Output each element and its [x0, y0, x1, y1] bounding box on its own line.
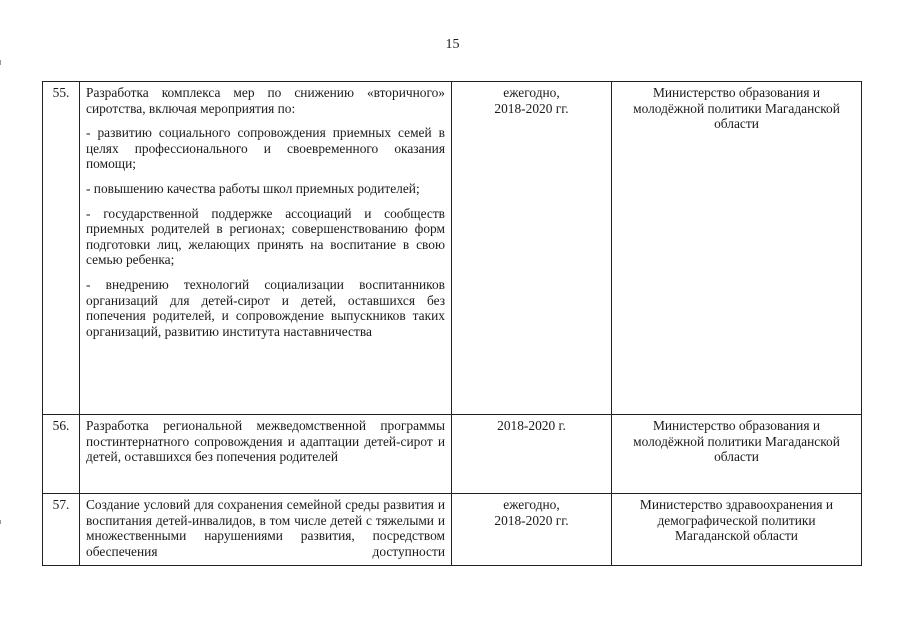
measure-description — [80, 415, 452, 494]
responsible-cell — [612, 494, 862, 566]
deadline-cell — [452, 494, 612, 566]
table-row — [43, 415, 862, 494]
responsible-line: демографической политики — [657, 512, 816, 528]
deadline-cell — [452, 415, 612, 494]
description-paragraph: - внедрению технологий социализации воспитанников организаций для детей-сирот и детей, оставшихся без попечения родителей, и сопровождение выпускников таких организаций, развитию института наставничества — [86, 276, 445, 339]
responsible-line: области — [714, 116, 759, 132]
row-number: 57. — [43, 494, 80, 566]
deadline-line: ежегодно, — [503, 497, 560, 512]
description-paragraph: Разработка комплекса мер по снижению «вторичного» сиротства, включая мероприятия по: — [86, 85, 445, 116]
deadline-line: 2018-2020 г. — [497, 418, 566, 433]
measures-table — [42, 81, 862, 566]
responsible-line: Министерство образования и — [652, 418, 821, 433]
responsible-line: Магаданской области — [675, 528, 798, 544]
scan-margin-mark — [0, 60, 1, 65]
responsible-line: Министерство образования и — [652, 85, 821, 100]
deadline-line: 2018-2020 гг. — [494, 100, 569, 116]
deadline-cell — [452, 82, 612, 415]
responsible-line: области — [714, 449, 759, 465]
deadline-line: 2018-2020 гг. — [494, 512, 569, 528]
responsible-line: молодёжной политики Магаданской — [633, 100, 840, 116]
responsible-cell — [612, 415, 862, 494]
responsible-line: молодёжной политики Магаданской — [633, 433, 840, 449]
description-paragraph: - повышению качества работы школ приемных родителей; — [86, 180, 420, 196]
table-row — [43, 494, 862, 566]
description-paragraph: - государственной поддержке ассоциаций и сообществ приемных родителей в регионах; совершенствованию форм подготовки лиц, желающих принять на воспитание в свою семью ребенка; — [86, 205, 445, 268]
row-number: 55. — [43, 82, 80, 415]
measure-description — [80, 494, 452, 566]
description-paragraph: Создание условий для сохранения семейной среды развития и воспитания детей-инвалидов, в том числе детей с тяжелыми и множественными нарушениями развития, посредством обеспечения доступности — [86, 497, 445, 559]
scan-margin-mark — [0, 520, 1, 524]
responsible-cell — [612, 82, 862, 415]
description-paragraph: - развитию социального сопровождения приемных семей в целях профессионального и своевременного оказания помощи; — [86, 125, 445, 172]
description-paragraph: Разработка региональной межведомственной программы постинтернатного сопровождения и адаптации детей-сирот и детей, оставшихся без попечения родителей — [86, 418, 445, 465]
page-number: 15 — [445, 37, 460, 52]
table-row — [43, 82, 862, 415]
responsible-line: Министерство здравоохранения и — [639, 497, 834, 512]
measure-description — [80, 82, 452, 415]
deadline-line: ежегодно, — [503, 85, 560, 100]
row-number: 56. — [43, 415, 80, 494]
